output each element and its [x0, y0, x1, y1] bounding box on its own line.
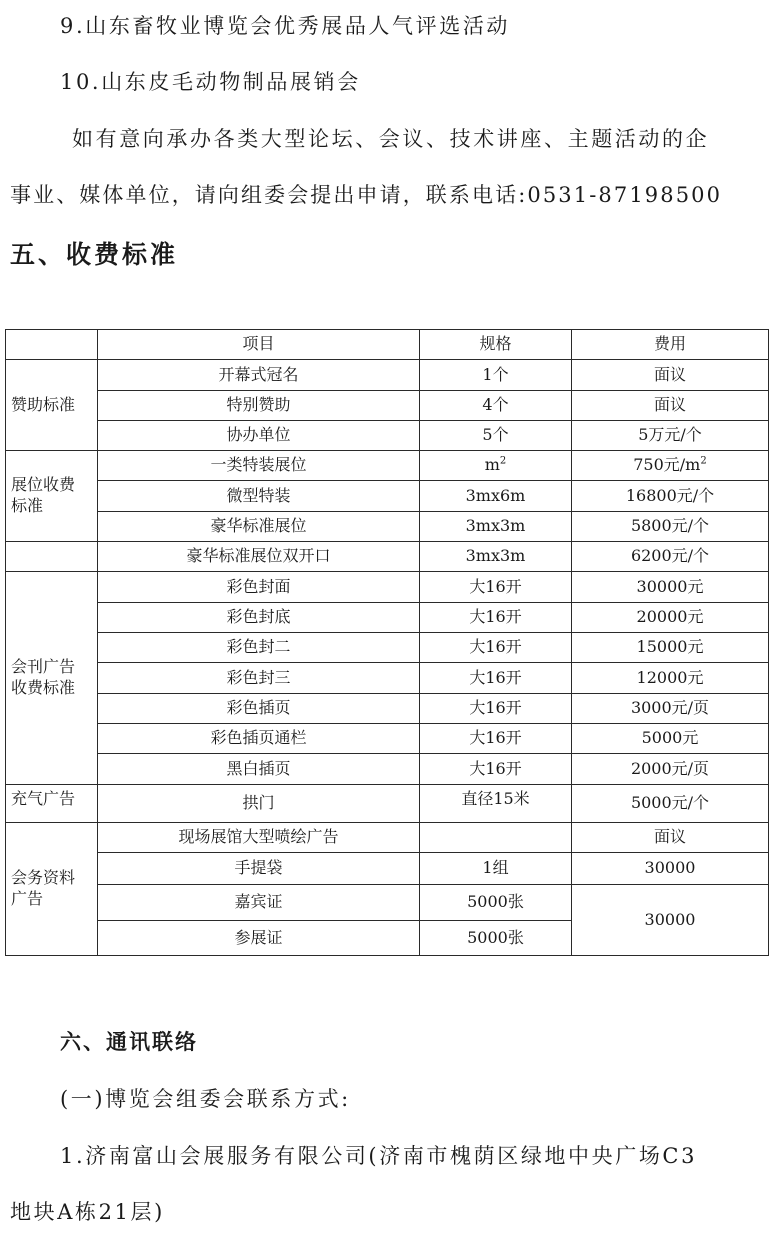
table-row	[6, 360, 769, 391]
table-row	[6, 633, 769, 663]
fee-cell: 16800元/个	[572, 481, 769, 512]
superscript: 2	[700, 455, 707, 467]
item-cell: 现场展馆大型喷绘广告	[98, 823, 420, 853]
spec-cell: 大16开	[420, 663, 572, 694]
spec-cell: 大16开	[420, 724, 572, 754]
fee-cell: 3000元/页	[572, 694, 769, 724]
table-row	[6, 451, 769, 481]
item-cell: 豪华标准展位双开口	[98, 542, 420, 572]
table-row	[6, 603, 769, 633]
category-booth	[6, 451, 98, 542]
category-journal-line1: 会刊广告	[11, 657, 76, 677]
spec-cell: 5个	[420, 421, 572, 451]
item-cell: 彩色封三	[98, 663, 420, 694]
fee-cell: 750元$/m^2$	[572, 451, 769, 481]
spec-cell: 3mx6m	[420, 481, 572, 512]
fee-cell: 20000元	[572, 603, 769, 633]
spec-cell: 3mx3m	[420, 512, 572, 542]
item-cell: 彩色封二	[98, 633, 420, 663]
spec-cell: 大16开	[420, 754, 572, 785]
spec-cell: 1组	[420, 853, 572, 885]
fee-cell: 5000元/个	[572, 785, 769, 823]
table-row	[6, 885, 769, 921]
spec-cell: 5000张	[420, 921, 572, 956]
paragraph-line-2: 事业、媒体单位，请向组委会提出申请，联系电话:0531-87198500	[10, 183, 723, 207]
item-cell: 参展证	[98, 921, 420, 956]
spec-cell: 大16开	[420, 694, 572, 724]
table-row	[6, 785, 769, 823]
table-row	[6, 724, 769, 754]
table-row	[6, 572, 769, 603]
item-cell: 彩色封面	[98, 572, 420, 603]
org-line-1: 1.济南富山会展服务有限公司(济南市槐荫区绿地中央广场C3	[60, 1144, 698, 1168]
category-inflatable: 充气广告	[6, 785, 98, 823]
spec-cell: 大16开	[420, 572, 572, 603]
header-spec: 规格	[420, 330, 572, 360]
item-cell: 协办单位	[98, 421, 420, 451]
paragraph-line-1: 如有意向承办各类大型论坛、会议、技术讲座、主题活动的企	[72, 127, 710, 151]
fee-cell: 30000元	[572, 572, 769, 603]
list-item-10: 10.山东皮毛动物制品展销会	[60, 70, 361, 94]
fee-cell-merged: 30000	[572, 885, 769, 956]
category-materials	[6, 823, 98, 956]
table-row	[6, 853, 769, 885]
spec-cell: 4个	[420, 391, 572, 421]
subsection-1: (一)博览会组委会联系方式:	[60, 1087, 351, 1111]
item-cell: 微型特装	[98, 481, 420, 512]
section-6-title: 六、通讯联络	[60, 1030, 198, 1054]
table-row	[6, 694, 769, 724]
fee-cell: 5000元	[572, 724, 769, 754]
header-empty-cell	[6, 330, 98, 360]
header-item: 项目	[98, 330, 420, 360]
item-cell: 开幕式冠名	[98, 360, 420, 391]
fee-cell: 面议	[572, 360, 769, 391]
item-cell: 彩色插页通栏	[98, 724, 420, 754]
fee-cell: 5万元/个	[572, 421, 769, 451]
item-cell: 豪华标准展位	[98, 512, 420, 542]
fee-cell: 15000元	[572, 633, 769, 663]
item-cell: 一类特装展位	[98, 451, 420, 481]
category-materials-line1: 会务资料	[11, 868, 76, 888]
category-materials-line2: 广告	[11, 889, 44, 908]
header-fee: 费用	[572, 330, 769, 360]
item-cell: 黑白插页	[98, 754, 420, 785]
spec-cell: 直径15米	[420, 785, 572, 823]
spec-cell	[420, 823, 572, 853]
category-booth-line1: 展位收费	[11, 475, 76, 495]
fee-cell: 面议	[572, 391, 769, 421]
fee-cell: 30000	[572, 853, 769, 885]
fee-cell: 6200元/个	[572, 542, 769, 572]
item-cell: 特别赞助	[98, 391, 420, 421]
table-row	[6, 542, 769, 572]
org-line-2: 地块A栋21层)	[10, 1200, 165, 1224]
fee-cell: 2000元/页	[572, 754, 769, 785]
table-row	[6, 663, 769, 694]
spec-cell: 3mx3m	[420, 542, 572, 572]
item-cell: 嘉宾证	[98, 885, 420, 921]
table-row	[6, 391, 769, 421]
spec-cell: 大16开	[420, 633, 572, 663]
item-cell: 彩色插页	[98, 694, 420, 724]
spec-cell: $m^2$	[420, 451, 572, 481]
list-item-9: 9.山东畜牧业博览会优秀展品人气评选活动	[60, 14, 511, 38]
category-journal	[6, 572, 98, 785]
table-row	[6, 823, 769, 853]
table-header-row	[6, 330, 769, 360]
category-sponsor: 赞助标准	[6, 360, 98, 451]
table-row	[6, 421, 769, 451]
category-empty-cell	[6, 542, 98, 572]
superscript: 2	[499, 455, 507, 467]
spec-cell: 1个	[420, 360, 572, 391]
fee-cell: 面议	[572, 823, 769, 853]
fee-cell: 12000元	[572, 663, 769, 694]
spec-cell: 大16开	[420, 603, 572, 633]
category-booth-line2: 标准	[11, 496, 44, 515]
category-journal-line2: 收费标准	[11, 678, 76, 697]
fee-table	[5, 329, 769, 956]
table-row	[6, 754, 769, 785]
item-cell: 拱门	[98, 785, 420, 823]
item-cell: 彩色封底	[98, 603, 420, 633]
table-row	[6, 512, 769, 542]
table-row	[6, 481, 769, 512]
fee-cell: 5800元/个	[572, 512, 769, 542]
section-5-title: 五、收费标准	[10, 240, 179, 269]
spec-cell: 5000张	[420, 885, 572, 921]
item-cell: 手提袋	[98, 853, 420, 885]
